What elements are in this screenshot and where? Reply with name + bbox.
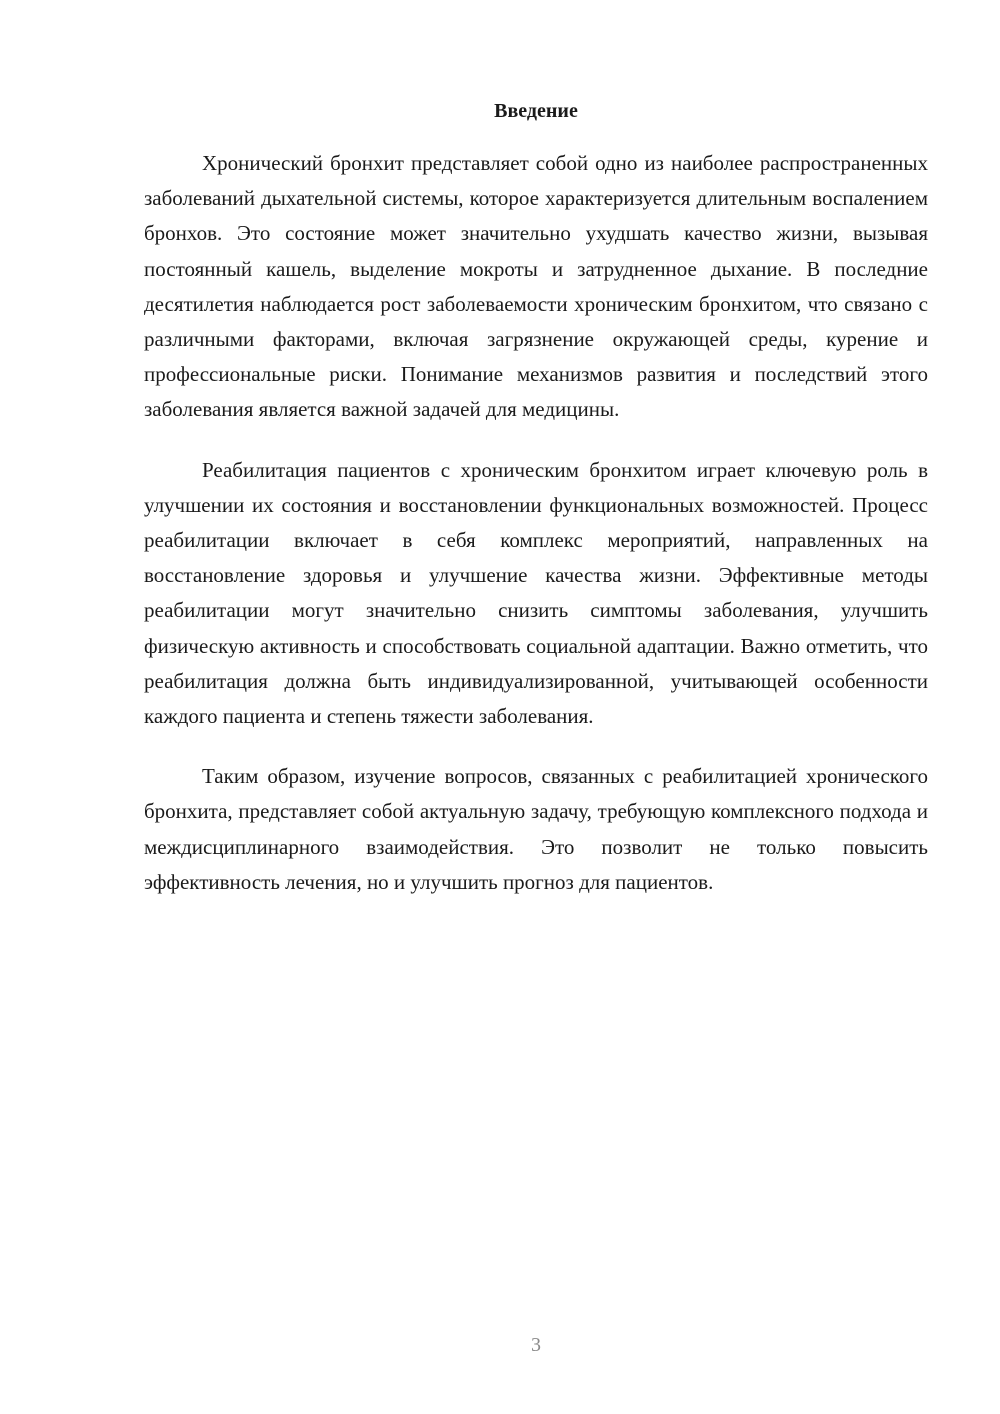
- section-heading: Введение: [494, 100, 578, 122]
- paragraph-2: Реабилитация пациентов с хроническим бронхитом играет ключевую роль в улучшении их состояния и восстановлении функциональных возможностей. Процесс реабилитации включает в себя комплекс мероприятий, направленных на восстановление здоровья и улучшение качества жизни. Эффективные методы реабилитации могут значительно снизить симптомы заболевания, улучшить физическую активность и способствовать социальной адаптации. Важно отметить, что реабилитация должна быть индивидуализированной, учитывающей особенности каждого пациента и степень тяжести заболевания.: [144, 457, 928, 729]
- paragraph-3: Таким образом, изучение вопросов, связанных с реабилитацией хронического бронхита, представляет собой актуальную задачу, требующую комплексного подхода и междисциплинарного взаимодействия. Это позволит не только повысить эффективность лечения, но и улучшить прогноз для пациентов.: [144, 764, 928, 894]
- page-number: 3: [531, 1334, 541, 1356]
- page-content: [144, 96, 928, 925]
- paragraph-1: Хронический бронхит представляет собой одно из наиболее распространенных заболеваний дыхательной системы, которое характеризуется длительным воспалением бронхов. Это состояние может значительно ухудшать качество жизни, вызывая постоянный кашель, выделение мокроты и затрудненное дыхание. В последние десятилетия наблюдается рост заболеваемости хроническим бронхитом, что связано с различными факторами, включая загрязнение окружающей среды, курение и профессиональные риски. Понимание механизмов развития и последствий этого заболевания является важной задачей для медицины.: [144, 151, 928, 422]
